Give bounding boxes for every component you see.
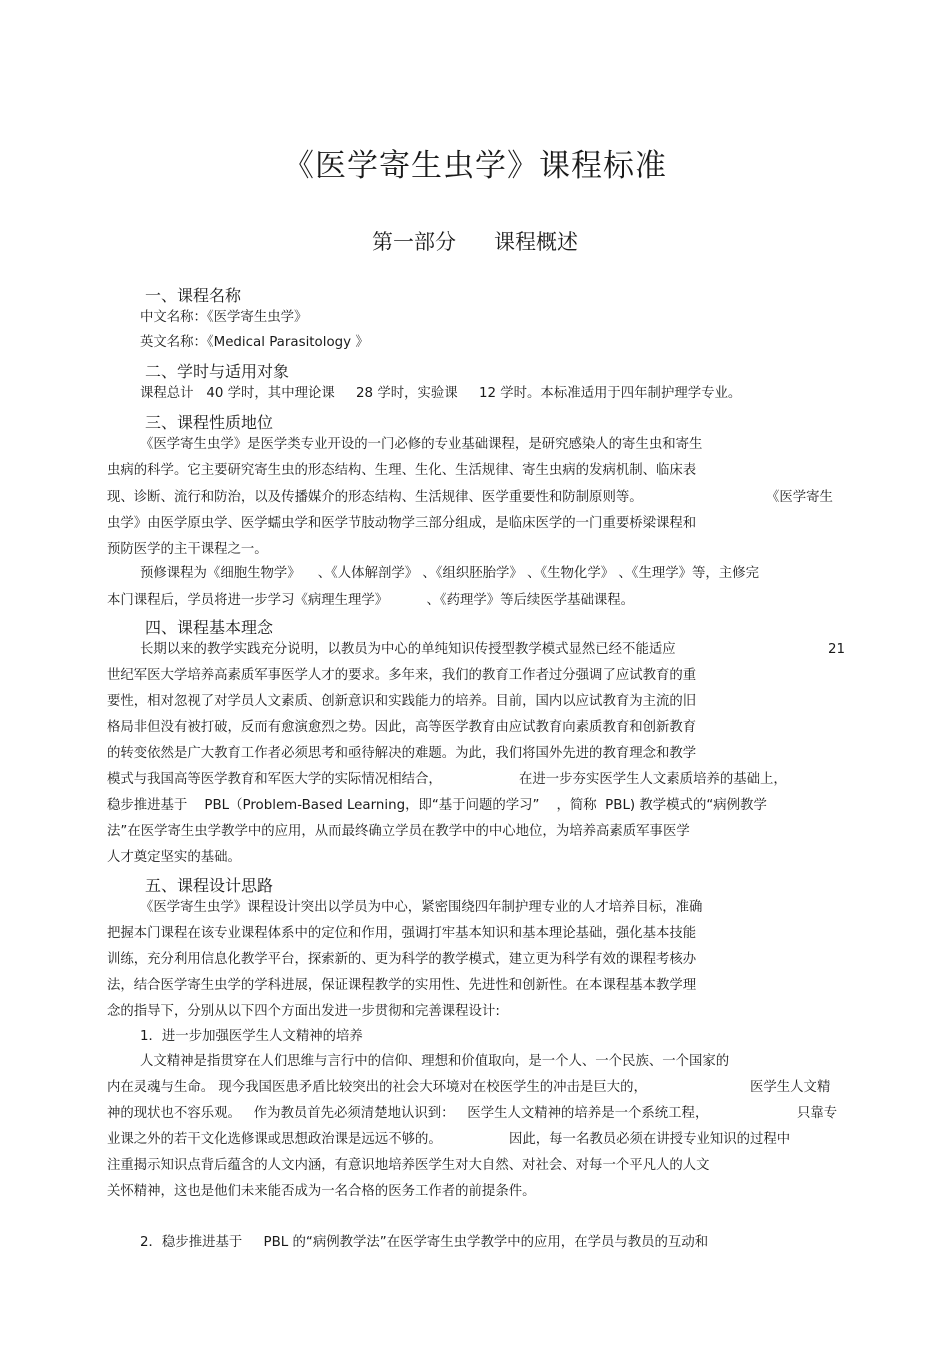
paragraph-line: 医学生人文精 [750, 1080, 831, 1095]
paragraph-line: 《医学寄生虫学》课程设计突出以学员为中心，紧密围绕四年制护理专业的人才培养目标，准确 [140, 900, 703, 915]
paragraph-line: 21 [828, 642, 846, 657]
list-item-heading: 2．稳步推进基于 PBL 的“病例教学法”在医学寄生虫学教学中的应用，在学员与教员的互动和 [140, 1235, 709, 1250]
paragraph-line: 长期以来的教学实践充分说明，以教员为中心的单纯知识传授型教学模式显然已经不能适应 [140, 642, 676, 657]
english-course-name: 英文名称：《Medical Parasitology 》 [140, 335, 369, 350]
paragraph-line: 《医学寄生 [766, 490, 833, 505]
course-hours-text: 课程总计 40 学时，其中理论课 28 学时，实验课 12 学时。本标准适用于四年制护理学专业。 [140, 386, 742, 401]
paragraph-line: 关怀精神，这也是他们未来能否成为一名合格的医务工作者的前提条件。 [107, 1184, 536, 1199]
section-heading-philosophy: 四、课程基本理念 [145, 618, 274, 637]
paragraph-line: 业课之外的若干文化选修课或思想政治课是远远不够的。 [107, 1132, 442, 1147]
paragraph-line: 内在灵魂与生命。 现今我国医患矛盾比较突出的社会大环境对在校医学生的冲击是巨大的， [107, 1080, 647, 1095]
paragraph-line: 模式与我国高等医学教育和军医大学的实际情况相结合， [107, 772, 442, 787]
paragraph-line: 只靠专 [797, 1106, 838, 1121]
paragraph-line: 稳步推进基于 PBL（Problem-Based Learning，即“基于问题的学习” ，简称 PBL) 教学模式的“病例教学 [107, 798, 767, 813]
paragraph-line: 要性，相对忽视了对学员人文素质、创新意识和实践能力的培养。目前，国内以应试教育为主流的旧 [107, 694, 697, 709]
paragraph-line: 的转变依然是广大教育工作者必须思考和亟待解决的难题。为此，我们将国外先进的教育理念和教学 [107, 746, 697, 761]
paragraph-line: 法”在医学寄生虫学教学中的应用，从而最终确立学员在教学中的中心地位，为培养高素质军事医学 [107, 824, 690, 839]
paragraph-line: 虫学》由医学原虫学、医学蠕虫学和医学节肢动物学三部分组成，是临床医学的一门重要桥梁课程和 [107, 516, 697, 531]
paragraph-line: 法，结合医学寄生虫学的学科进展，保证课程教学的实用性、先进性和创新性。在本课程基本教学理 [107, 978, 697, 993]
chinese-course-name: 中文名称：《医学寄生虫学》 [140, 310, 308, 325]
part-heading [0, 226, 950, 256]
paragraph-line: 神的现状也不容乐观。 作为教员首先必须清楚地认识到： 医学生人文精神的培养是一个系统工程， [107, 1106, 709, 1121]
section-heading-hours: 二、学时与适用对象 [145, 362, 290, 381]
paragraph-line: 格局非但没有被打破，反而有愈演愈烈之势。因此，高等医学教育由应试教育向素质教育和创新教育 [107, 720, 697, 735]
part-label: 第一部分 [372, 230, 456, 254]
paragraph-line: 念的指导下，分别从以下四个方面出发进一步贯彻和完善课程设计: [107, 1004, 500, 1019]
paragraph-line: 预修课程为《细胞生物学》 、《人体解剖学》 、《组织胚胎学》 、《生物化学》 、《生理学》等，主修完 [140, 566, 759, 581]
paragraph-line: 因此，每一名教员必须在讲授专业知识的过程中 [509, 1132, 791, 1147]
list-item-heading: 1．进一步加强医学生人文精神的培养 [140, 1029, 363, 1044]
paragraph-line: 在进一步夯实医学生人文素质培养的基础上， [519, 772, 787, 787]
paragraph-line: 注重揭示知识点背后蕴含的人文内涵，有意识地培养医学生对大自然、对社会、对每一个平凡人的人文 [107, 1158, 710, 1173]
section-heading-design: 五、课程设计思路 [145, 876, 274, 895]
paragraph-line: 虫病的科学。它主要研究寄生虫的形态结构、生理、生化、生活规律、寄生虫病的发病机制、临床表 [107, 463, 697, 478]
paragraph-line: 训练，充分利用信息化教学平台，探索新的、更为科学的教学模式，建立更为科学有效的课程考核办 [107, 952, 697, 967]
part-title: 课程概述 [494, 230, 578, 254]
paragraph-line: 现、诊断、流行和防治，以及传播媒介的形态结构、生活规律、医学重要性和防制原则等。 [107, 490, 643, 505]
section-heading-course-name: 一、课程名称 [145, 286, 242, 305]
paragraph-line: 《医学寄生虫学》是医学类专业开设的一门必修的专业基础课程，是研究感染人的寄生虫和寄生 [140, 437, 703, 452]
paragraph-line: 世纪军医大学培养高素质军事医学人才的要求。多年来，我们的教育工作者过分强调了应试教育的重 [107, 668, 697, 683]
paragraph-line: 人文精神是指贯穿在人们思维与言行中的信仰、理想和价值取向，是一个人、一个民族、一个国家的 [140, 1054, 730, 1069]
paragraph-line: 本门课程后，学员将进一步学习《病理生理学》 、《药理学》等后续医学基础课程。 [107, 593, 635, 608]
document-title: 《医学寄生虫学》课程标准 [283, 148, 667, 184]
paragraph-line: 把握本门课程在该专业课程体系中的定位和作用，强调打牢基本知识和基本理论基础，强化基本技能 [107, 926, 697, 941]
section-heading-nature: 三、课程性质地位 [145, 413, 274, 432]
paragraph-line: 预防医学的主干课程之一。 [107, 542, 268, 557]
paragraph-line: 人才奠定坚实的基础。 [107, 850, 241, 865]
